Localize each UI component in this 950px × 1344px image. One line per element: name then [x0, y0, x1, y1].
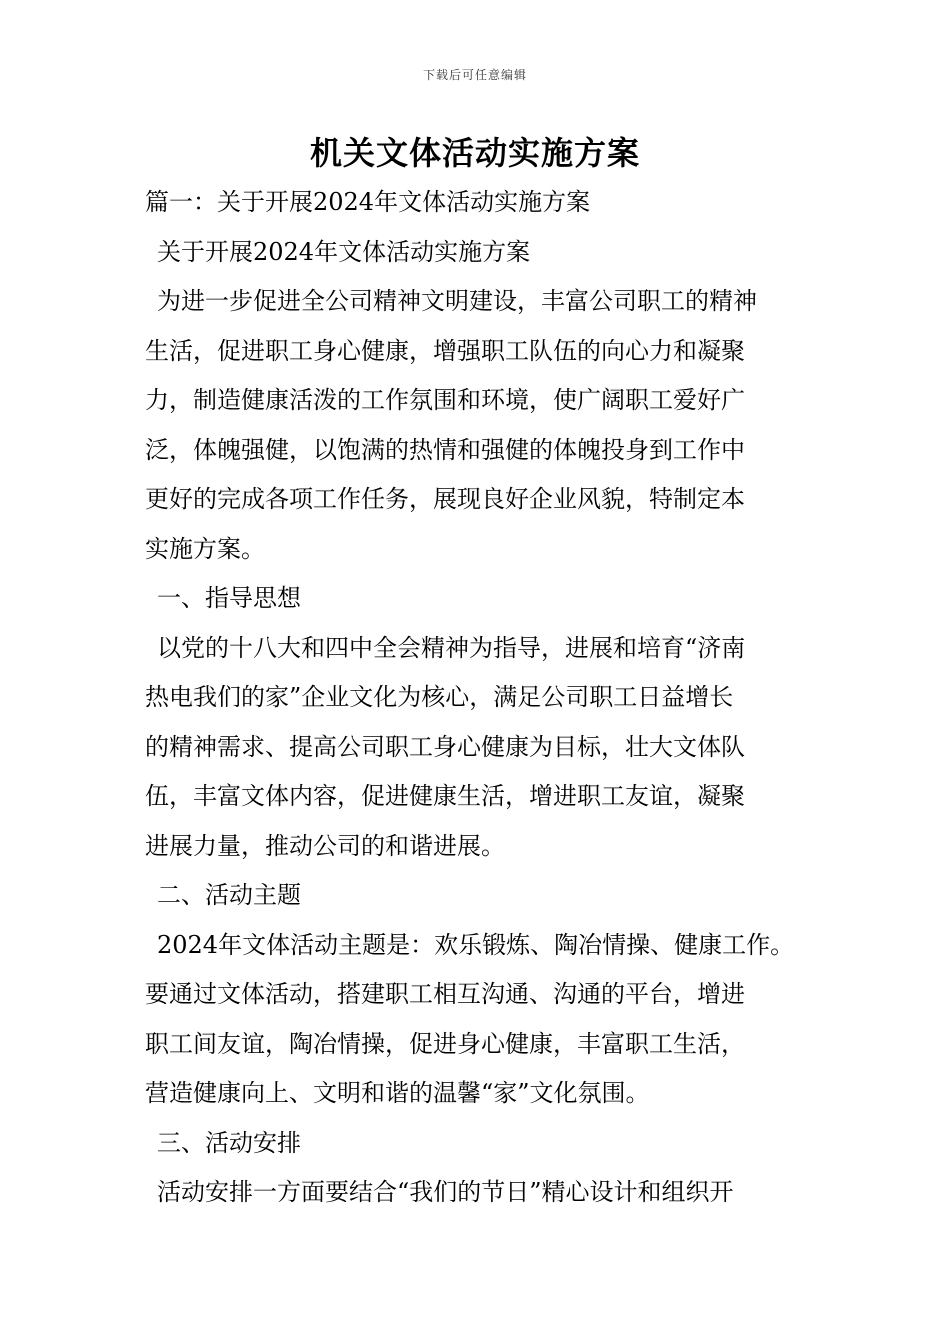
- header-note: 下载后可任意编辑: [422, 68, 527, 82]
- paragraph-line: 更好的完成各项工作任务，展现良好企业风貌，特制定本: [145, 485, 745, 513]
- subtitle-line: 关于开展2024年文体活动实施方案: [157, 237, 531, 266]
- paragraph-line: 实施方案。: [145, 534, 265, 563]
- paragraph-line: 为进一步促进全公司精神文明建设，丰富公司职工的精神: [157, 287, 757, 315]
- paragraph-line: 泛，体魄强健，以饱满的热情和强健的体魄投身到工作中: [145, 435, 745, 464]
- section-heading-guiding-thought: 一、指导思想: [157, 584, 301, 612]
- paragraph-line: 要通过文体活动，搭建职工相互沟通、沟通的平台，增进: [145, 980, 745, 1008]
- paragraph-line: 伍，丰富文体内容，促进健康生活，增进职工友谊，凝聚: [145, 782, 745, 810]
- paragraph-line: 进展力量，推动公司的和谐进展。: [145, 831, 505, 860]
- paragraph-line: 热电我们的家”企业文化为核心，满足公司职工日益增长: [145, 683, 734, 711]
- paragraph-line: 力，制造健康活泼的工作氛围和环境，使广阔职工爱好广: [145, 386, 745, 414]
- paragraph-line: 以党的十八大和四中全会精神为指导，进展和培育“济南: [157, 633, 746, 662]
- paragraph-line: 生活，促进职工身心健康，增强职工队伍的向心力和凝聚: [145, 336, 745, 365]
- paragraph-line: 2024年文体活动主题是：欢乐锻炼、陶冶情操、健康工作。: [157, 930, 795, 959]
- paragraph-line: 活动安排一方面要结合“我们的节日”精心设计和组织开: [157, 1178, 734, 1206]
- section-heading-activity-theme: 二、活动主题: [157, 881, 301, 909]
- paragraph-line: 职工间友谊，陶冶情操，促进身心健康，丰富职工生活，: [145, 1029, 745, 1058]
- paragraph-line: 的精神需求、提高公司职工身心健康为目标，壮大文体队: [145, 732, 745, 761]
- paragraph-line: 营造健康向上、文明和谐的温馨“家”文化氛围。: [145, 1079, 650, 1107]
- document-title: 机关文体活动实施方案: [309, 134, 640, 172]
- section-heading-part-one: 篇一：关于开展2024年文体活动实施方案: [145, 188, 591, 216]
- section-heading-activity-arrangement: 三、活动安排: [157, 1128, 301, 1157]
- document-body: [145, 178, 835, 1218]
